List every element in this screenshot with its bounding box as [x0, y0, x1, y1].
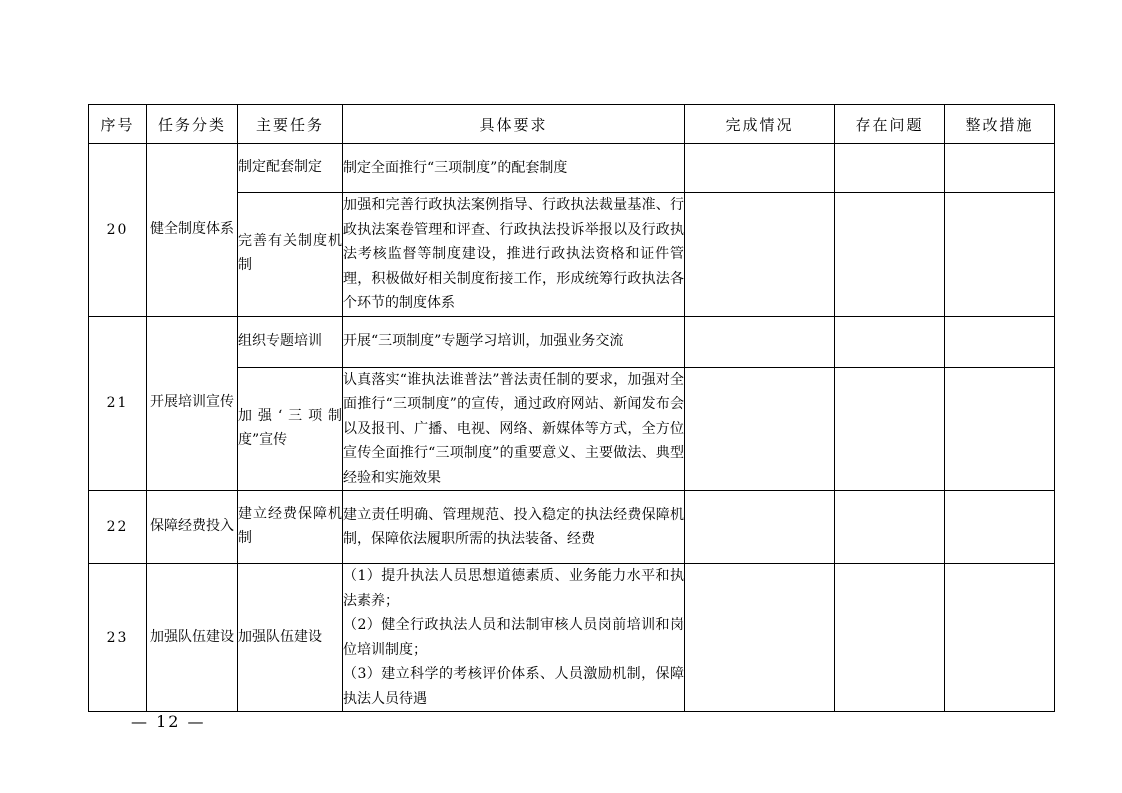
- row-measures[interactable]: [945, 193, 1055, 317]
- row-problems[interactable]: [835, 144, 945, 193]
- row-number: 20: [89, 144, 147, 317]
- table-row: [89, 564, 1055, 712]
- row-requirement: 开展“三项制度”专题学习培训，加强业务交流: [343, 316, 685, 367]
- row-completion[interactable]: [685, 491, 835, 564]
- row-requirement: 认真落实“谁执法谁普法”普法责任制的要求，加强对全面推行“三项制度”的宣传，通过政府网站、新闻发布会以及报刊、广播、电视、网络、新媒体等方式，全方位宣传全面推行“三项制度”的重要意义、主要做法、典型经验和实施效果: [343, 367, 685, 491]
- row-completion[interactable]: [685, 316, 835, 367]
- row-number: 21: [89, 316, 147, 491]
- row-task: 建立经费保障机制: [238, 491, 343, 564]
- row-measures[interactable]: [945, 316, 1055, 367]
- row-number: 22: [89, 491, 147, 564]
- row-completion[interactable]: [685, 564, 835, 712]
- table-row: [89, 491, 1055, 564]
- row-measures[interactable]: [945, 564, 1055, 712]
- row-problems[interactable]: [835, 367, 945, 491]
- requirement-line: （3）建立科学的考核评价体系、人员激励机制，保障执法人员待遇: [343, 666, 684, 707]
- row-requirement: 建立责任明确、管理规范、投入稳定的执法经费保障机制，保障依法履职所需的执法装备、经费: [343, 491, 685, 564]
- page-number: — 12 —: [131, 712, 206, 731]
- row-measures[interactable]: [945, 144, 1055, 193]
- row-task: 加强队伍建设: [238, 564, 343, 712]
- row-requirement: 制定全面推行“三项制度”的配套制度: [343, 144, 685, 193]
- row-completion[interactable]: [685, 193, 835, 317]
- row-measures[interactable]: [945, 367, 1055, 491]
- header-main-task: 主要任务: [238, 105, 343, 144]
- row-category: 加强队伍建设: [147, 564, 238, 712]
- row-task: 完善有关制度机制: [238, 193, 343, 317]
- row-requirement: [343, 564, 685, 712]
- header-sequence: 序号: [89, 105, 147, 144]
- requirement-line: （2）健全行政执法人员和法制审核人员岗前培训和岗位培训制度；: [343, 617, 684, 658]
- row-completion[interactable]: [685, 144, 835, 193]
- row-problems[interactable]: [835, 564, 945, 712]
- header-measures: 整改措施: [945, 105, 1055, 144]
- header-category: 任务分类: [147, 105, 238, 144]
- row-number: 23: [89, 564, 147, 712]
- row-category: 健全制度体系: [147, 144, 238, 317]
- row-problems[interactable]: [835, 491, 945, 564]
- header-requirements: 具体要求: [343, 105, 685, 144]
- row-measures[interactable]: [945, 491, 1055, 564]
- requirement-line: （1）提升执法人员思想道德素质、业务能力水平和执法素养；: [343, 568, 684, 609]
- row-category: 保障经费投入: [147, 491, 238, 564]
- header-problems: 存在问题: [835, 105, 945, 144]
- row-problems[interactable]: [835, 316, 945, 367]
- row-completion[interactable]: [685, 367, 835, 491]
- row-task: 制定配套制定: [238, 144, 343, 193]
- table-row: [89, 144, 1055, 193]
- header-completion: 完成情况: [685, 105, 835, 144]
- table-header-row: [89, 105, 1055, 144]
- task-table: [88, 104, 1055, 712]
- row-problems[interactable]: [835, 193, 945, 317]
- table-row: [89, 316, 1055, 367]
- row-category: 开展培训宣传: [147, 316, 238, 491]
- row-task: 组织专题培训: [238, 316, 343, 367]
- row-requirement: 加强和完善行政执法案例指导、行政执法裁量基准、行政执法案卷管理和评查、行政执法投诉举报以及行政执法考核监督等制度建设，推进行政执法资格和证件管理，积极做好相关制度衔接工作，形成统筹行政执法各个环节的制度体系: [343, 193, 685, 317]
- row-task: 加强‘三项制度”宣传: [238, 367, 343, 491]
